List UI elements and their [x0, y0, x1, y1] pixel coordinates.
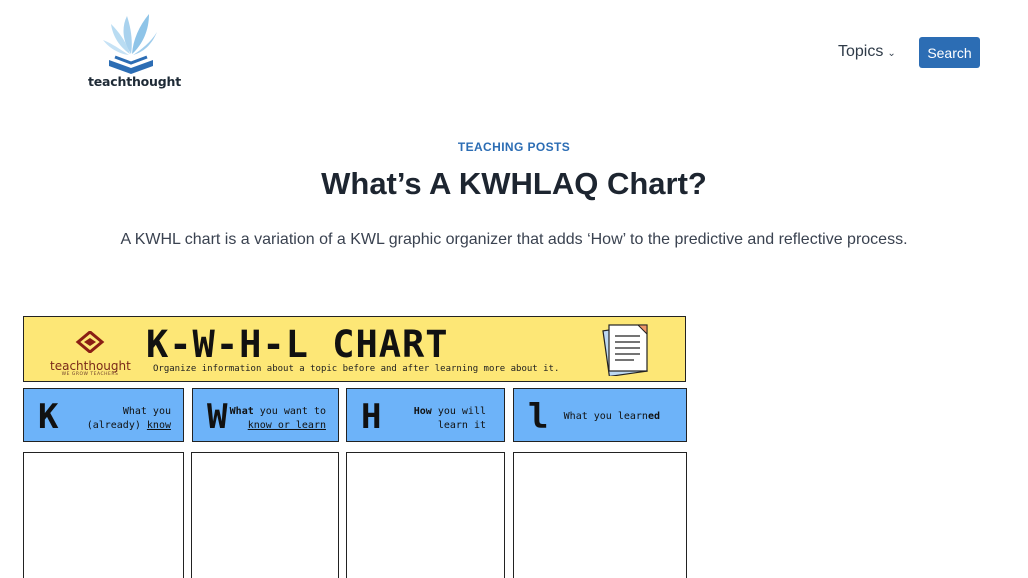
column-letter: l	[528, 397, 549, 437]
category-link[interactable]: TEACHING POSTS	[457, 140, 571, 154]
column-desc-emphasis: know	[146, 420, 171, 431]
column-w-header	[192, 388, 339, 442]
column-description	[564, 410, 660, 424]
column-desc-line: (already)	[86, 420, 147, 431]
chart-subtitle: Organize information about a topic before and after learning more about it.	[153, 364, 560, 374]
page-title: What’s A KWHLAQ Chart?	[321, 166, 707, 201]
chevron-down-icon: ⌄	[887, 48, 896, 59]
column-desc-line: you will	[431, 406, 486, 417]
kwhl-chart-image	[23, 316, 687, 578]
column-letter: W	[207, 397, 228, 437]
column-k-box	[23, 452, 184, 578]
column-desc-emphasis: know or learn	[247, 420, 326, 431]
column-w-box	[191, 452, 339, 578]
feather-book-logo-icon	[101, 12, 161, 74]
column-description	[87, 405, 171, 433]
site-logo[interactable]	[88, 12, 181, 96]
chart-brand	[50, 331, 130, 377]
topics-menu[interactable]	[838, 43, 896, 61]
chart-brand-text: teachthought	[50, 359, 131, 373]
column-h-box	[346, 452, 505, 578]
search-button[interactable]: Search	[919, 37, 980, 68]
column-letter: K	[38, 397, 59, 437]
notepad-icon	[600, 322, 652, 376]
chart-title: K-W-H-L CHART	[146, 323, 449, 366]
article-excerpt: A KWHL chart is a variation of a KWL graphic organizer that adds ‘How’ to the predictive and reflective process.	[120, 231, 908, 248]
column-letter: H	[361, 397, 382, 437]
column-description	[230, 405, 326, 433]
column-desc-line: you want to	[253, 406, 326, 417]
column-desc-line: What you	[122, 406, 171, 417]
column-desc-emphasis: What	[229, 406, 254, 417]
chart-banner	[23, 316, 686, 382]
topics-label: Topics	[838, 43, 884, 60]
column-l-header	[513, 388, 687, 442]
brand-mark-icon	[75, 331, 105, 353]
column-desc-emphasis: ed	[647, 411, 660, 422]
logo-text: teachthought	[88, 74, 181, 89]
column-desc-emphasis: How	[413, 406, 432, 417]
column-desc-line: learn it	[437, 420, 486, 431]
column-desc-line: What you learn	[563, 411, 648, 422]
column-l-box	[513, 452, 687, 578]
chart-brand-subtext: WE GROW TEACHERS	[61, 372, 119, 377]
column-h-header	[346, 388, 505, 442]
column-description	[414, 405, 486, 433]
column-k-header	[23, 388, 184, 442]
